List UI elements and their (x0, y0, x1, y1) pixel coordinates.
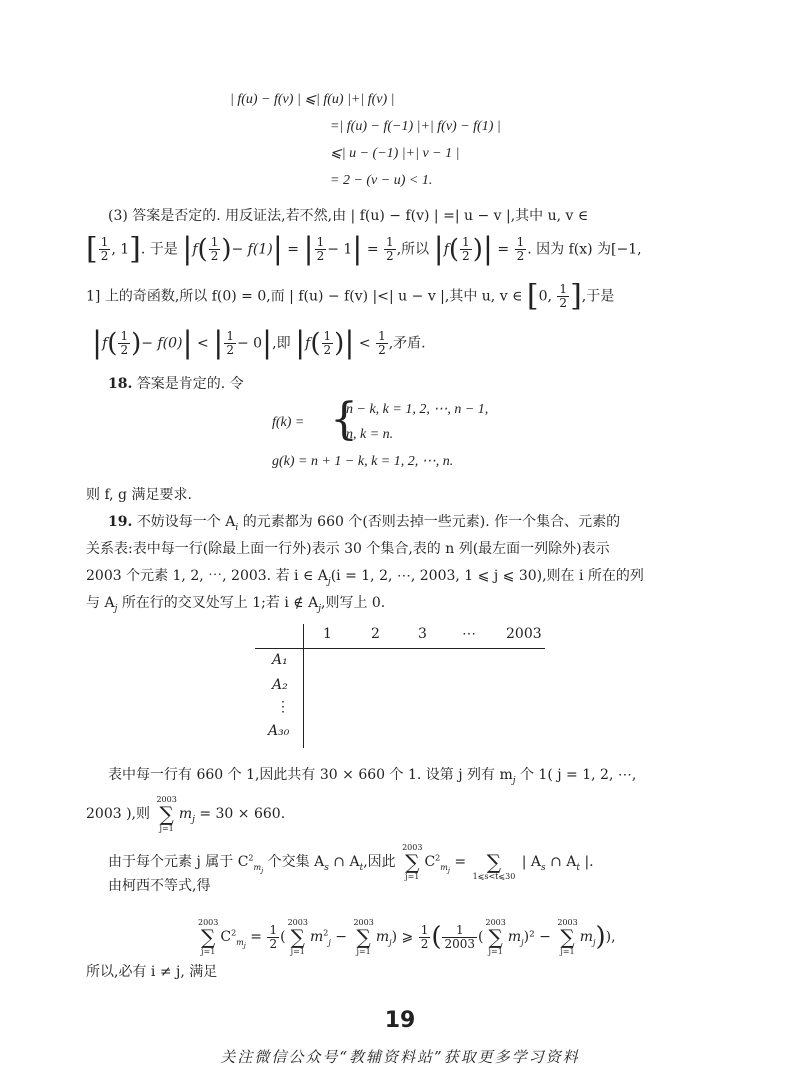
table-row-label: A₃₀ (268, 723, 290, 739)
table-row-label: A₂ (272, 677, 288, 693)
cauchy-line: 由柯西不等式,得 (108, 878, 211, 894)
p19-line-2: 关系表:表中每一行(除最上面一行外)表示 30 个集合,表的 n 列(最左面一列除外)表示 (86, 541, 610, 557)
p3-line-2: [ $\frac{1}{2}$ , 1]. 于是 |f( $\frac{1}{2}$ )− f(1)| = | $\frac{1}{2}$ − 1| = $\frac{1}{2}$ ,所以 |f( $\frac{1}{2}$ )| = $\frac{1}{2}$ . 因为 f(x) 为[−1, (86, 231, 642, 267)
left-brace: { (330, 394, 358, 445)
eq-line-4: = 2 − (v − u) < 1. (330, 173, 433, 188)
table-header: ⋯ (462, 626, 476, 642)
p18-end: 则 f, g 满足要求. (86, 487, 192, 503)
fraction: $\frac{1}{2}$ (100, 235, 109, 263)
table-row-label: ⋮ (276, 699, 290, 715)
p3-line-3: 1] 上的奇函数,所以 f(0) = 0,而 | f(u) − f(v) |<| u − v |,其中 u, v ∈ [0, $\frac{1}{2}$ ],于是 (86, 278, 615, 314)
table-header: 1 (323, 626, 332, 642)
gk-line: g(k) = n + 1 − k, k = 1, 2, ⋯, n. (272, 454, 454, 469)
table-column-rule (303, 624, 304, 748)
inequality-line: 2003 ∑ j=1 $C^2_{m_j}$ = $\frac{1}{2}$ ( 2003 ∑ j=1 $m^2_j$ − 2003 ∑ j=1 $m_j$) ⩾ $\frac{1}{2}$ ( $\frac{1}{2003}$ ( 2003 ∑ j=1 $m_j)^2$ − 2003 ∑ j=1 $m_j$)), (198, 918, 616, 956)
p19-line-1: 19. 不妨设每一个 $A_i$ 的元素都为 660 个(否则去掉一些元素). 作一个集合、元素的 (108, 514, 621, 533)
eq-line-1: | f(u) − f(v) | ⩽| f(u) |+| f(v) | (230, 92, 395, 107)
table-header: 2 (371, 626, 380, 642)
footer-watermark: 关注微信公众号“教辅资料站”获取更多学习资料 (220, 1048, 580, 1066)
eq-line-2: =| f(u) − f(−1) |+| f(v) − f(1) | (330, 119, 501, 134)
table-header: 2003 (506, 626, 542, 642)
table-header-rule (255, 648, 545, 649)
p19-line-4: 与 $A_j$ 所在行的交叉处写上 1;若 i ∉ $A_j$,则写上 0. (86, 595, 386, 614)
eq-line-3: ⩽| u − (−1) |+| v − 1 | (330, 146, 460, 161)
summation: 2003 ∑ j=1 (156, 795, 177, 833)
p3-line-4: |f( $\frac{1}{2}$ )− f(0)| < | $\frac{1}{2}$ − 0|,即 |f( $\frac{1}{2}$ )| < $\frac{1}{2}$ ,矛盾. (92, 325, 426, 361)
after-table-line-2: 2003 ),则 2003 ∑ j=1 $m_j = 30 \times 660$. (86, 795, 286, 833)
after-table-line-1: 表中每一行有 660 个 1,因此共有 30 × 660 个 1. 设第 j 列有 $m_j$ 个 1( j = 1, 2, ⋯, (108, 767, 637, 786)
fk-case-1: n − k, k = 1, 2, ⋯, n − 1, (346, 402, 489, 417)
p19-line-3: 2003 个元素 1, 2, ⋯, 2003. 若 i ∈ $A_j(i = 1$, 2, ⋯, 2003, 1 ⩽ j ⩽ 30),则在 i 所在的列 (86, 568, 644, 587)
page-number: 19 (384, 1008, 416, 1033)
table-header: 3 (418, 626, 427, 642)
p3-line-1: (3) 答案是否定的. 用反证法,若不然,由 | f(u) − f(v) | =| u − v |,其中 u, v ∈ (108, 208, 589, 224)
last-line: 所以,必有 i ≠ j, 满足 (86, 964, 218, 980)
c-line: 由于每个元素 j 属于 $C^2_{m_j}$ 个交集 $A_s$ ∩ $A_t$,因此 2003 ∑ j=1 $C^2_{m_j}$ = ∑ 1⩽s<t⩽30 | $A_s$ ∩ $A_t$ |. (108, 843, 594, 881)
p18-line: 18. 答案是肯定的. 令 (108, 376, 244, 392)
fk-lhs: f(k) = (272, 415, 305, 430)
table-row-label: A₁ (272, 652, 288, 668)
fk-case-2: n, k = n. (346, 427, 394, 442)
